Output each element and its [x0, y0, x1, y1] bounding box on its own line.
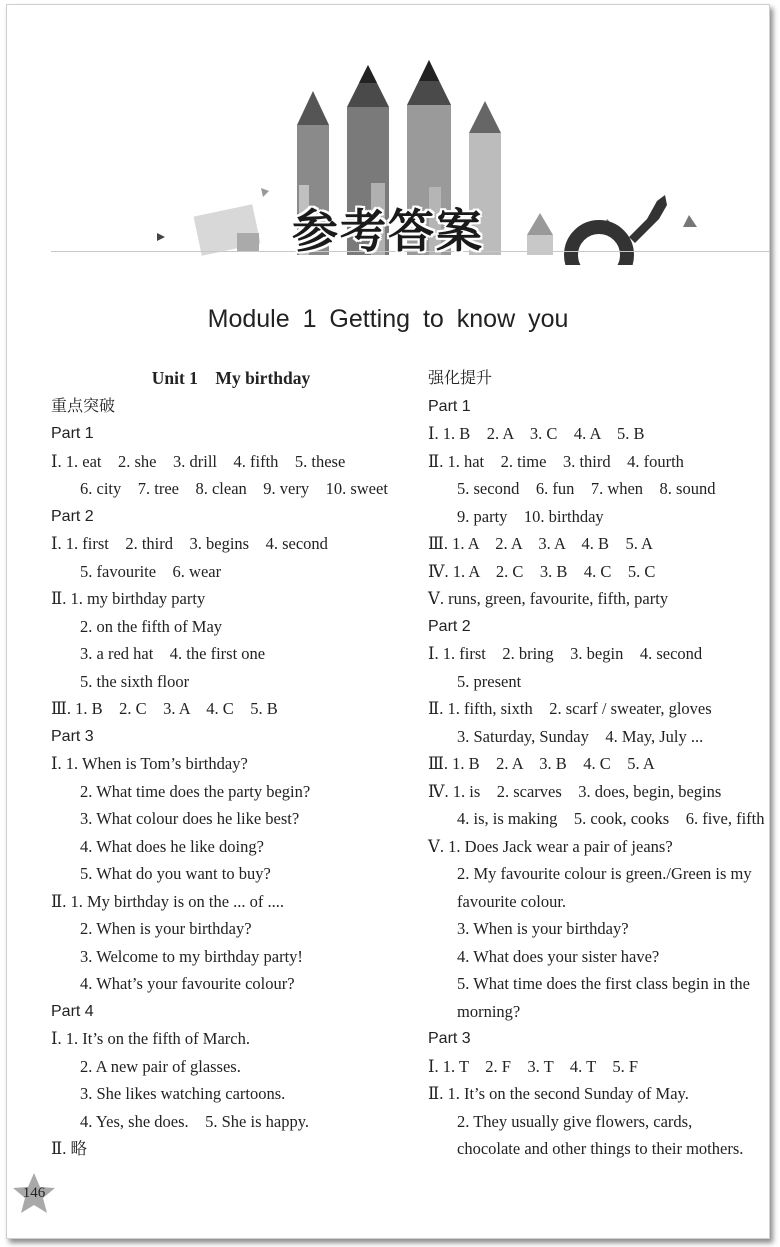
- answer-line: favourite colour.: [457, 891, 567, 911]
- answer-line: 5. the sixth floor: [80, 671, 190, 691]
- part-label: Part 2: [428, 617, 471, 635]
- answer-line: 2. They usually give flowers, cards,: [457, 1111, 693, 1131]
- answer-line: Ⅰ. 1. T 2. F 3. T 4. T 5. F: [428, 1056, 639, 1076]
- answer-line: Ⅳ. 1. is 2. scarves 3. does, begin, begins: [428, 781, 722, 801]
- answer-line: Ⅰ. 1. B 2. A 3. C 4. A 5. B: [428, 424, 645, 443]
- answer-line: 9. party 10. birthday: [457, 506, 604, 526]
- answer-line: Ⅱ. 1. my birthday party: [51, 589, 206, 608]
- answer-line: Ⅲ. 1. B 2. C 3. A 4. C 5. B: [51, 699, 278, 718]
- section-heading: 强化提升: [428, 370, 493, 387]
- right-column: [428, 365, 770, 1163]
- answer-line: 2. When is your birthday?: [80, 919, 252, 938]
- answer-line: Ⅲ. 1. B 2. A 3. B 4. C 5. A: [428, 754, 655, 773]
- answer-line: 5. second 6. fun 7. when 8. sound: [457, 479, 716, 498]
- part-label: Part 1: [51, 425, 94, 442]
- page-title: 参考答案: [292, 204, 484, 258]
- answer-line: 5. What time does the first class begin in the: [457, 974, 750, 993]
- answer-line: 2. My favourite colour is green./Green is my: [457, 864, 752, 883]
- answer-line: morning?: [457, 1001, 521, 1021]
- answer-line: Ⅴ. 1. Does Jack wear a pair of jeans?: [428, 836, 673, 856]
- answer-line: Ⅰ. 1. When is Tom’s birthday?: [51, 754, 248, 773]
- answer-line: Ⅰ. 1. It’s on the fifth of March.: [51, 1029, 250, 1048]
- page-number-badge: [11, 1171, 57, 1215]
- part-label: Part 3: [51, 727, 94, 745]
- answer-line: Ⅱ. 1. It’s on the second Sunday of May.: [428, 1084, 689, 1103]
- page-number: 146: [22, 1185, 46, 1201]
- unit-title: Unit 1 My birthday: [151, 368, 311, 388]
- answer-line: Ⅳ. 1. A 2. C 3. B 4. C 5. C: [428, 561, 656, 581]
- answer-line: 3. She likes watching cartoons.: [80, 1084, 286, 1103]
- section-heading: 重点突破: [51, 397, 116, 415]
- part-label: Part 1: [428, 397, 471, 415]
- answer-line: Ⅱ. 1. fifth, sixth 2. scarf / sweater, gloves: [428, 699, 712, 718]
- answer-line: Ⅰ. 1. first 2. third 3. begins 4. second: [51, 534, 328, 553]
- answer-line: 2. What time does the party begin?: [80, 781, 311, 801]
- page: [6, 4, 770, 1239]
- answer-line: Ⅱ. 略: [51, 1139, 87, 1158]
- answer-line: 2. on the fifth of May: [80, 616, 223, 636]
- answer-line: Ⅲ. 1. A 2. A 3. A 4. B 5. A: [428, 534, 653, 553]
- module-title: Module 1 Getting to know you: [207, 305, 569, 333]
- answer-line: Ⅱ. 1. My birthday is on the ... of ....: [51, 891, 285, 911]
- left-column: [51, 365, 411, 1163]
- answer-line: 3. Saturday, Sunday 4. May, July ...: [457, 726, 704, 746]
- answer-line: 3. When is your birthday?: [457, 919, 629, 938]
- part-label: Part 4: [51, 1002, 94, 1020]
- answer-line: 4. What does he like doing?: [80, 836, 264, 856]
- answer-line: 6. city 7. tree 8. clean 9. very 10. sweet: [80, 479, 388, 498]
- answer-line: 4. is, is making 5. cook, cooks 6. five, fifth: [457, 809, 765, 828]
- answer-line: 3. Welcome to my birthday party!: [80, 946, 303, 966]
- part-label: Part 3: [428, 1030, 471, 1047]
- answer-line: 2. A new pair of glasses.: [80, 1056, 241, 1076]
- answer-line: Ⅰ. 1. first 2. bring 3. begin 4. second: [428, 644, 703, 663]
- answer-line: Ⅱ. 1. hat 2. time 3. third 4. fourth: [428, 451, 684, 471]
- answer-line: 5. present: [457, 671, 522, 691]
- answer-line: 5. favourite 6. wear: [80, 561, 222, 581]
- part-label: Part 2: [51, 507, 94, 525]
- answer-line: Ⅰ. 1. eat 2. she 3. drill 4. fifth 5. these: [51, 451, 346, 471]
- answer-line: 3. What colour does he like best?: [80, 809, 300, 828]
- answer-line: 4. Yes, she does. 5. She is happy.: [80, 1111, 310, 1131]
- answer-line: 5. What do you want to buy?: [80, 864, 271, 883]
- answer-line: Ⅴ. runs, green, favourite, fifth, party: [428, 589, 669, 608]
- answer-line: 4. What does your sister have?: [457, 946, 660, 966]
- answer-line: chocolate and other things to their mothers.: [457, 1139, 744, 1158]
- answer-line: 3. a red hat 4. the first one: [80, 644, 266, 663]
- answer-line: 4. What’s your favourite colour?: [80, 974, 295, 993]
